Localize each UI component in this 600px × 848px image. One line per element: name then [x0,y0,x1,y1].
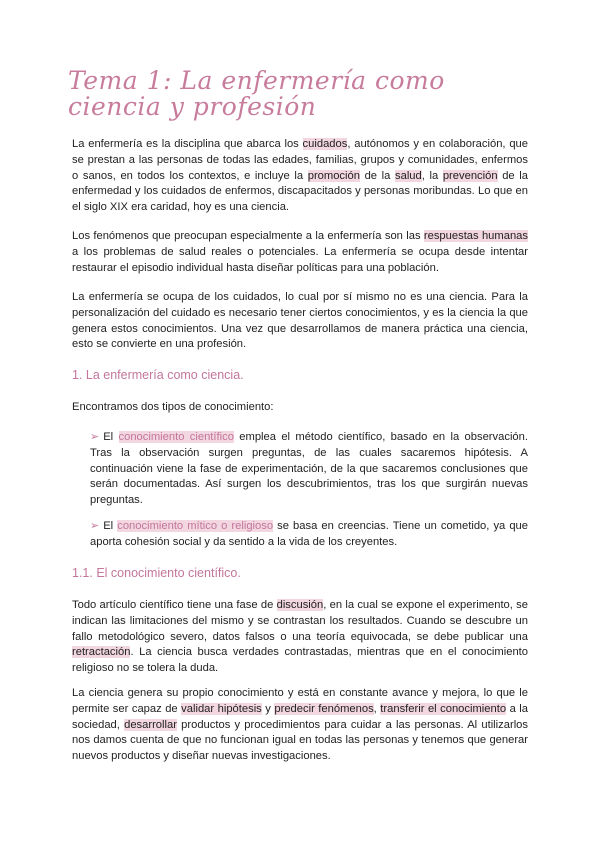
highlight: desarrollar [124,718,177,731]
text: y [261,702,275,715]
paragraph-knowledge-types: Encontramos dos tipos de conocimiento: [72,401,274,413]
paragraph-discussion [72,598,528,677]
section-heading-1-1: 1.1. El conocimiento científico. [72,566,241,580]
text: , [373,702,381,715]
page-title: Tema 1: La enfermería como ciencia y profesión [68,66,445,121]
text: . La ciencia busca verdades contrastadas, mientras que en el conocimiento religioso no se tolera la duda. [72,646,528,675]
keyword: conocimiento científico [118,431,234,443]
arrow-bullet-icon: ➢ [90,431,100,443]
highlight: prevención [442,169,498,182]
text: , autónomos y en colaboración, que se prestan a las personas de todas las edades, familias, grupos y comunidades, enfermos o sanos, en todos los contextos, e incluye la [72,138,528,182]
section-heading-1: 1. La enfermería como ciencia. [72,368,244,382]
list-item-religious [90,519,528,551]
text: a la sociedad, [72,702,529,731]
highlight: discusión [276,599,324,611]
text: La ciencia genera su propio conocimiento y está en constante avance y mejora, lo que le permite ser capaz de [72,687,528,715]
text: de la enfermedad y los cuidados de enfermos, discapacitados y personas moribundas. Lo que en el siglo XIX era caridad, hoy es una ciencia. [72,169,528,214]
highlight: salud [395,169,422,182]
text: emplea el método científico, basado en la observación. Tras la observación surgen preguntas, de las cuales sacaremos hipótesis. A continuación viene la fase de experimentación, de la que sacaremos conclusiones que serán documentadas. Así surgen los descubrimientos, tras los que surgirán nuevas preguntas. [90,431,528,507]
paragraph-definition [72,137,528,216]
text: productos y procedimientos para cuidar a las personas. Al utilizarlos nos damos cuenta de que no funcionan igual en todas las personas y tenemos que generar nuevos productos y diseñar nuevas investigaciones. [72,718,528,763]
text: El [103,431,119,443]
highlight: respuestas humanas [423,230,528,242]
text: , en la cual se expone el experimento, se indican las limitaciones del mismo y se contrastan los resultados. Cuando se descubre un fallo metodológico severo, datos falsos o una teoría equivocada, se debe publicar una [72,599,528,643]
paragraph-phenomena [72,229,528,276]
highlight: retractación [72,646,131,659]
text: , la [421,169,443,182]
highlight: cuidados [302,138,348,150]
arrow-bullet-icon: ➢ [90,520,100,532]
text: se basa en creencias. Tiene un cometido, ya que aporta cohesión social y da sentido a la vida de los creyentes. [90,520,528,548]
highlight: validar hipótesis [181,702,262,715]
paragraph-care: La enfermería se ocupa de los cuidados, lo cual por sí mismo no es una ciencia. Para la personalización del cuidado es necesario tener ciertos conocimientos, y es la ciencia la que genera estos conocimientos. Una vez que desarrollamos de manera práctica una ciencia, esto se convierte en una profesión. [72,291,528,351]
highlight: promoción [307,169,360,182]
text: de la [359,169,395,182]
text: a los problemas de salud reales o potenciales. La enfermería se ocupa desde intentar restaurar el episodio individual hasta diseñar políticas para una población. [72,245,528,274]
text: La enfermería es la disciplina que abarca los [72,138,303,150]
highlight: transferir el conocimiento [380,702,507,715]
paragraph-science-knowledge [72,686,528,765]
text: Todo artículo científico tiene una fase de [72,599,277,611]
highlight: predecir fenómenos [274,702,374,715]
keyword: conocimiento mítico o religioso [117,520,274,532]
text: El [103,520,118,532]
list-item-scientific [90,430,528,509]
text: Los fenómenos que preocupan especialmente a la enfermería son las [72,230,424,242]
